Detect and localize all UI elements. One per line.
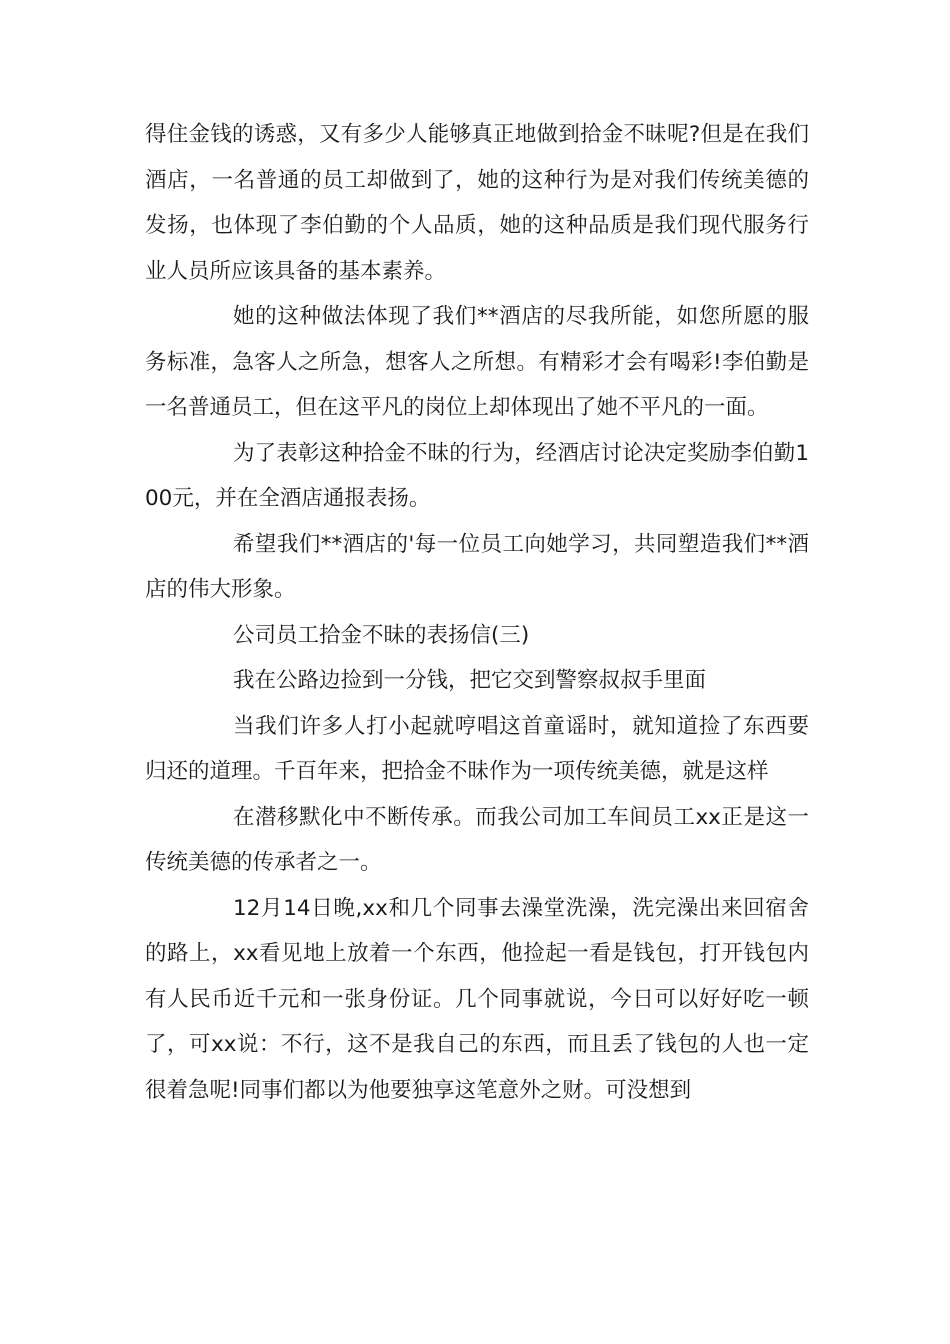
paragraph-service-standard: 她的这种做法体现了我们**酒店的尽我所能，如您所愿的服务标准，急客人之所急，想客人之所想。有精彩才会有喝彩!李伯勤是一名普通员工，但在这平凡的岗位上却体现出了她不平凡的一面。 — [145, 304, 809, 420]
body-text — [145, 112, 809, 1113]
section-heading: 公司员工拾金不昧的表扬信(三) — [233, 622, 530, 648]
paragraph-reward: 为了表彰这种拾金不昧的行为，经酒店讨论决定奖励李伯勤100元，并在全酒店通报表扬。 — [145, 440, 809, 511]
paragraph-story: 12月14日晚,xx和几个同事去澡堂洗澡，洗完澡出来回宿舍的路上，xx看见地上放着一个东西，他捡起一看是钱包，打开钱包内有人民币近千元和一张身份证。几个同事就说，今日可以好好吃一顿了，可xx说：不行，这不是我自己的东西，而且丢了钱包的人也一定很着急呢!同事们都以为他要独享这笔意外之财。可没想到 — [145, 895, 809, 1103]
rhyme-line: 我在公路边捡到一分钱，把它交到警察叔叔手里面 — [233, 668, 707, 693]
paragraph-hope: 希望我们**酒店的'每一位员工向她学习，共同塑造我们**酒店的伟大形象。 — [145, 531, 809, 602]
paragraph-inheritance: 在潜移默化中不断传承。而我公司加工车间员工xx正是这一传统美德的传承者之一。 — [145, 804, 809, 875]
paragraph-continuation: 得住金钱的诱惑，又有多少人能够真正地做到拾金不昧呢?但是在我们酒店，一名普通的员工却做到了，她的这种行为是对我们传统美德的发扬，也体现了李伯勤的个人品质，她的这种品质是我们现代服务行业人员所应该具备的基本素养。 — [145, 122, 809, 284]
paragraph-tradition: 当我们许多人打小起就哼唱这首童谣时，就知道捡了东西要归还的道理。千百年来，把拾金不昧作为一项传统美德，就是这样 — [145, 713, 809, 784]
